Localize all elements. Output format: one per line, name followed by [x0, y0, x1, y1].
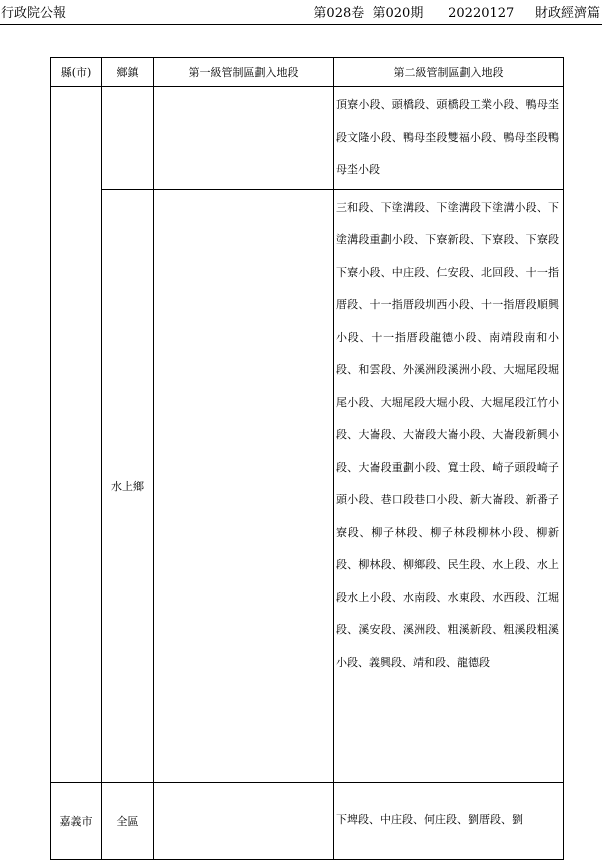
- county-cell: [51, 87, 102, 783]
- level2-cell: 三和段、下塗溝段、下塗溝段下塗溝小段、下塗溝段重劃小段、下寮新段、下寮段、下寮段下寮小段、中庄段、仁安段、北回段、十一指厝段、十一指厝段圳西小段、十一指厝段順興小段、十一指厝段龍德小段、南靖段南和小段、和雲段、外溪洲段溪洲小段、大堀尾段堀尾小段、大堀尾段大堀小段、大堀尾段江竹小段、大崙段、大崙段大崙小段、大崙段新興小段、大崙段重劃小段、寬士段、崎子頭段崎子頭小段、巷口段巷口小段、新大崙段、新番子寮段、柳子林段、柳子林段柳林小段、柳新段、柳林段、柳鄉段、民生段、水上段、水上段水上小段、水南段、水東段、水西段、江堀段、溪安段、溪洲段、粗溪新段、粗溪段粗溪小段、義興段、靖和段、龍德段: [334, 189, 564, 782]
- level2-cell: 下埤段、中庄段、何庄段、劉厝段、劉: [334, 782, 564, 859]
- level1-cell: [154, 782, 334, 859]
- column-header-level2: 第二級管制區劃入地段: [334, 58, 564, 87]
- table-row: [51, 87, 564, 190]
- date-label: 20220127: [448, 6, 515, 21]
- county-cell: 嘉義市: [51, 782, 102, 859]
- level2-cell: 頂寮小段、頭橋段、頭橋段工業小段、鴨母坔段文隆小段、鴨母坔段雙福小段、鴨母坔段鴨母坔小段: [334, 87, 564, 190]
- column-header-town: 鄉鎮: [102, 58, 154, 87]
- publication-title: 行政院公報: [1, 6, 67, 21]
- table-row: [51, 782, 564, 859]
- town-cell: 水上鄉: [102, 189, 154, 782]
- volume-label: 第028卷: [313, 6, 365, 21]
- town-cell: 全區: [102, 782, 154, 859]
- control-zone-table: [50, 57, 564, 860]
- column-header-county: 縣(市): [51, 58, 102, 87]
- column-header-level1: 第一級管制區劃入地段: [154, 58, 334, 87]
- table-header-row: [51, 58, 564, 87]
- issue-info: [313, 4, 600, 24]
- town-cell: [102, 87, 154, 190]
- section-label: 財政經濟篇: [534, 6, 600, 21]
- header-rule: [0, 24, 602, 25]
- page-header: [0, 4, 602, 24]
- issue-label: 第020期: [372, 6, 424, 21]
- level1-cell: [154, 87, 334, 190]
- level1-cell: [154, 189, 334, 782]
- table-row: [51, 189, 564, 782]
